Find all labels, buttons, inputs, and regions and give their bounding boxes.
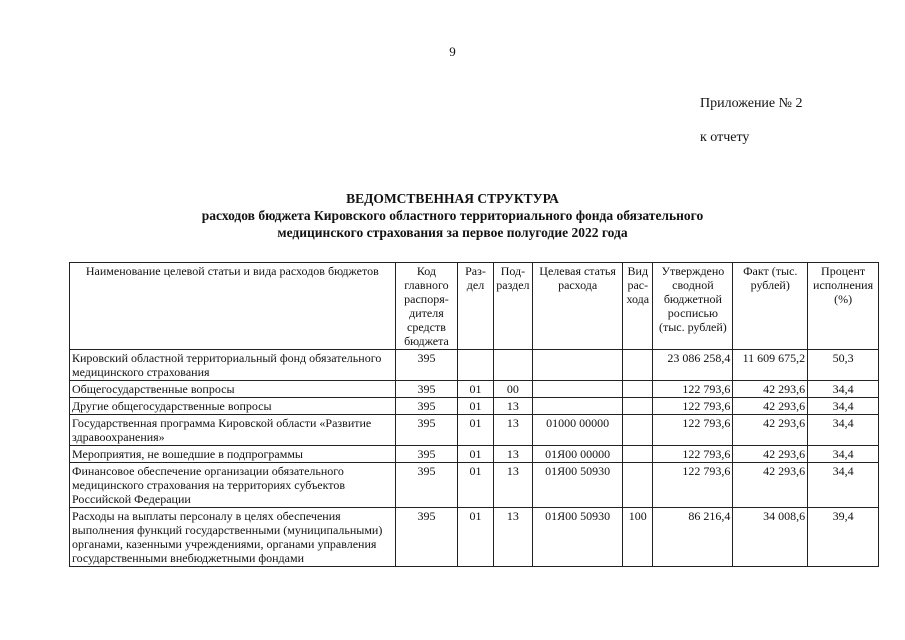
header-target: Целевая статья расхода xyxy=(533,263,623,350)
row-fact: 42 293,6 xyxy=(733,463,808,508)
row-section: 01 xyxy=(458,398,493,415)
row-name: Расходы на выплаты персоналу в целях обеспечения выполнения функций государственными (муниципальными) органами, казенными учреждениями, органами управления государственными внебюджетными фондами xyxy=(70,508,396,567)
row-type xyxy=(623,463,653,508)
row-subsection: 13 xyxy=(493,446,532,463)
title-line-1: ВЕДОМСТВЕННАЯ СТРУКТУРА xyxy=(346,191,559,206)
row-target xyxy=(533,398,623,415)
row-name: Государственная программа Кировской области «Развитие здравоохранения» xyxy=(70,415,396,446)
row-target: 01Я00 00000 xyxy=(533,446,623,463)
header-percent: Процент исполнения (%) xyxy=(808,263,879,350)
row-section: 01 xyxy=(458,446,493,463)
row-subsection: 13 xyxy=(493,398,532,415)
row-target: 01Я00 50930 xyxy=(533,508,623,567)
header-subsection: Под- раздел xyxy=(493,263,532,350)
table-header-row xyxy=(70,263,879,350)
header-fact: Факт (тыс. рублей) xyxy=(733,263,808,350)
title-line-2: расходов бюджета Кировского областного территориального фонда обязательного xyxy=(201,208,704,223)
row-type xyxy=(623,350,653,381)
table-row xyxy=(70,508,879,567)
row-percent: 50,3 xyxy=(808,350,879,381)
row-subsection: 00 xyxy=(493,381,532,398)
row-code: 395 xyxy=(395,398,458,415)
document-title xyxy=(0,190,905,241)
appendix-subtitle: к отчету xyxy=(700,130,750,145)
row-name: Мероприятия, не вошедшие в подпрограммы xyxy=(70,446,396,463)
row-percent: 39,4 xyxy=(808,508,879,567)
header-code: Код главного распоря- дителя средств бюджета xyxy=(395,263,458,350)
row-type xyxy=(623,398,653,415)
row-percent: 34,4 xyxy=(808,415,879,446)
row-section xyxy=(458,350,493,381)
header-section: Раз- дел xyxy=(458,263,493,350)
row-code: 395 xyxy=(395,415,458,446)
row-target: 01000 00000 xyxy=(533,415,623,446)
row-section: 01 xyxy=(458,381,493,398)
row-fact: 42 293,6 xyxy=(733,415,808,446)
row-type xyxy=(623,415,653,446)
row-approved: 122 793,6 xyxy=(653,446,733,463)
row-fact: 42 293,6 xyxy=(733,398,808,415)
row-code: 395 xyxy=(395,508,458,567)
row-target xyxy=(533,350,623,381)
row-code: 395 xyxy=(395,381,458,398)
row-code: 395 xyxy=(395,350,458,381)
budget-table xyxy=(69,262,879,567)
row-fact: 42 293,6 xyxy=(733,446,808,463)
row-approved: 122 793,6 xyxy=(653,415,733,446)
row-target: 01Я00 50930 xyxy=(533,463,623,508)
row-section: 01 xyxy=(458,508,493,567)
row-approved: 122 793,6 xyxy=(653,381,733,398)
row-percent: 34,4 xyxy=(808,463,879,508)
table-row xyxy=(70,446,879,463)
row-name: Общегосударственные вопросы xyxy=(70,381,396,398)
row-fact: 34 008,6 xyxy=(733,508,808,567)
row-fact: 42 293,6 xyxy=(733,381,808,398)
table-row xyxy=(70,398,879,415)
table-row xyxy=(70,381,879,398)
row-section: 01 xyxy=(458,415,493,446)
row-approved: 122 793,6 xyxy=(653,398,733,415)
row-percent: 34,4 xyxy=(808,398,879,415)
header-approved: Утверждено сводной бюджетной росписью (тыс. рублей) xyxy=(653,263,733,350)
row-subsection: 13 xyxy=(493,508,532,567)
table-row xyxy=(70,463,879,508)
row-approved: 86 216,4 xyxy=(653,508,733,567)
row-name: Другие общегосударственные вопросы xyxy=(70,398,396,415)
appendix-title: Приложение № 2 xyxy=(700,96,803,111)
row-target xyxy=(533,381,623,398)
row-subsection: 13 xyxy=(493,463,532,508)
row-section: 01 xyxy=(458,463,493,508)
row-approved: 122 793,6 xyxy=(653,463,733,508)
row-type xyxy=(623,446,653,463)
row-percent: 34,4 xyxy=(808,446,879,463)
row-percent: 34,4 xyxy=(808,381,879,398)
row-name: Финансовое обеспечение организации обязательного медицинского страхования на территориях субъектов Российской Федерации xyxy=(70,463,396,508)
header-type: Вид рас- хода xyxy=(623,263,653,350)
row-code: 395 xyxy=(395,463,458,508)
row-subsection: 13 xyxy=(493,415,532,446)
row-subsection xyxy=(493,350,532,381)
header-name: Наименование целевой статьи и вида расходов бюджетов xyxy=(70,263,396,350)
table-row xyxy=(70,350,879,381)
title-line-3: медицинского страхования за первое полугодие 2022 года xyxy=(277,225,628,240)
row-type xyxy=(623,381,653,398)
page-number: 9 xyxy=(449,44,456,59)
row-code: 395 xyxy=(395,446,458,463)
row-name: Кировский областной территориальный фонд обязательного медицинского страхования xyxy=(70,350,396,381)
row-type: 100 xyxy=(623,508,653,567)
row-approved: 23 086 258,4 xyxy=(653,350,733,381)
table-row xyxy=(70,415,879,446)
row-fact: 11 609 675,2 xyxy=(733,350,808,381)
